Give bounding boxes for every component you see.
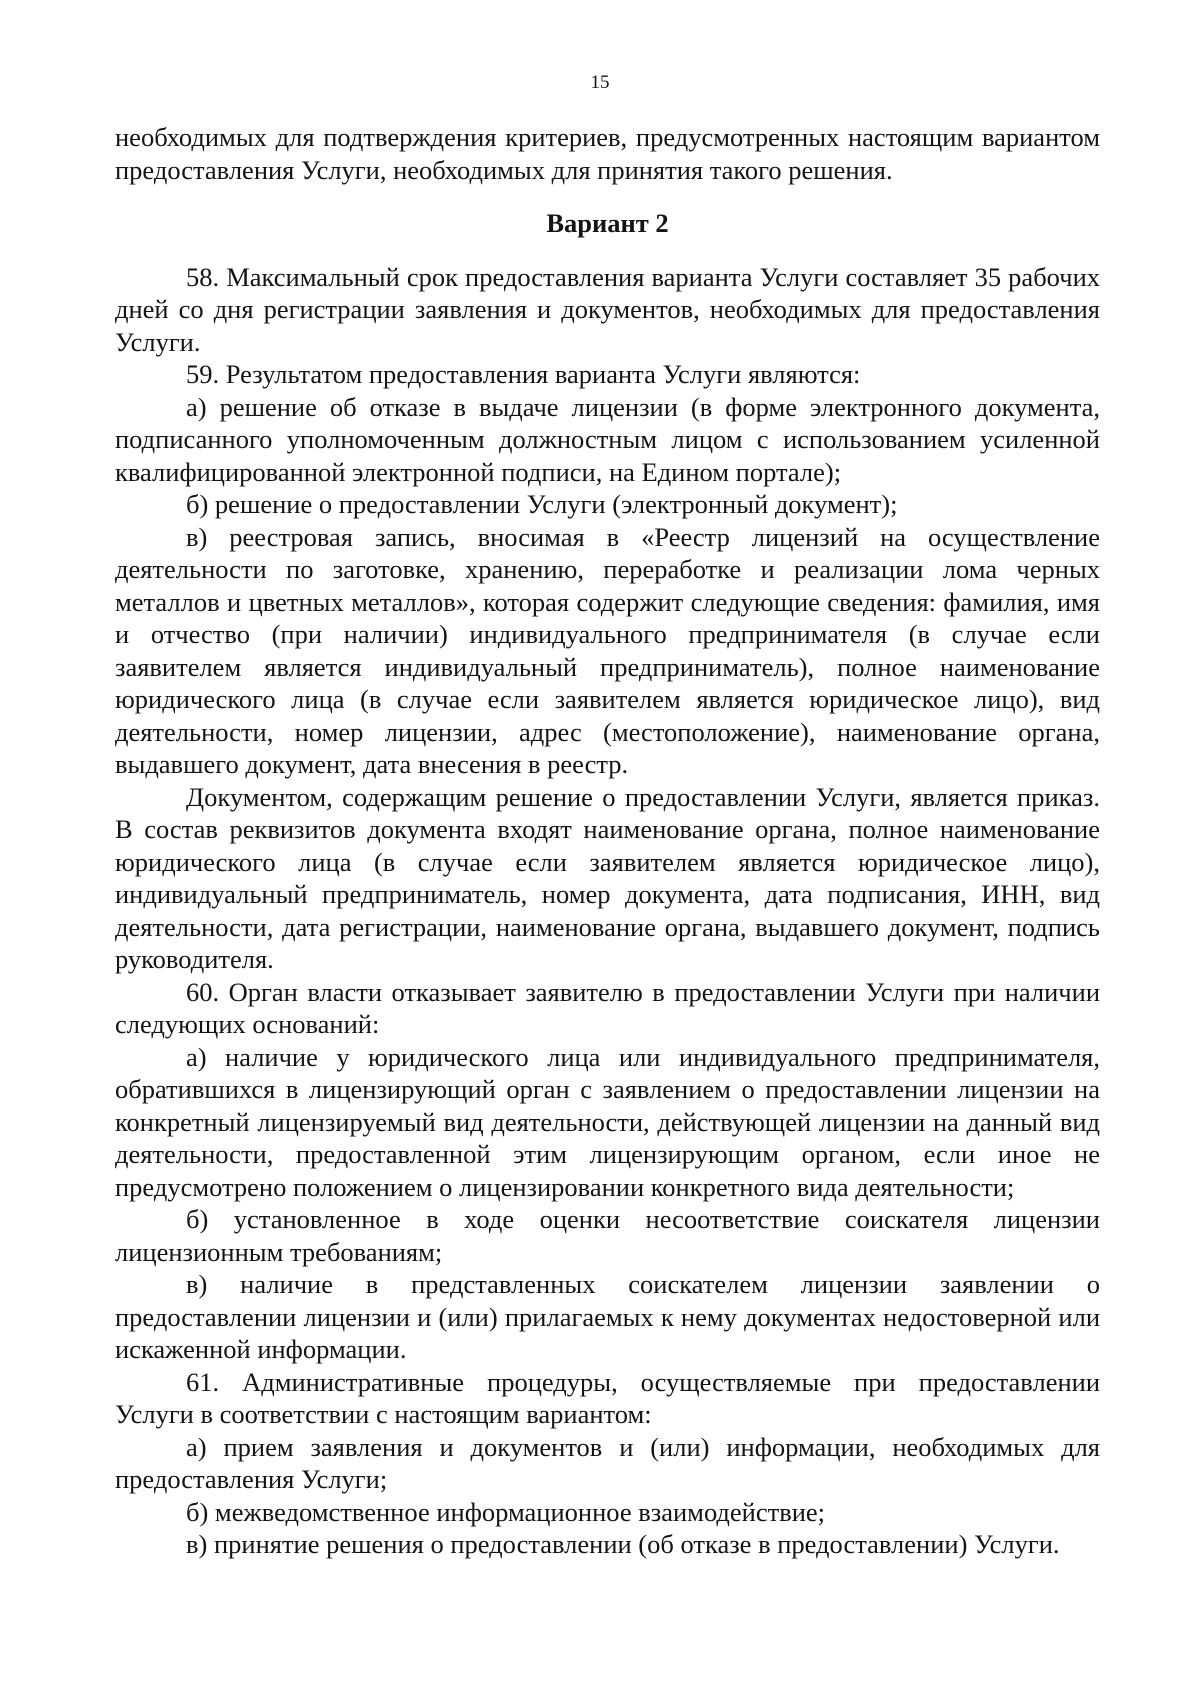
paragraph-59-c: в) реестровая запись, вносимая в «Реестр лицензий на осуществление деятельности по заготовке, хранению, переработке и реализации лома черных металлов и цветных металлов», которая содержит следующие сведения: фамилия, имя и отчество (при наличии) индивидуального предпринимателя (в случае если заявителем является индивидуальный предприниматель), полное наименование юридического лица (в случае если заявителем является юридическое лицо), вид деятельности, номер лицензии, адрес (местоположение), наименование органа, выдавшего документ, дата внесения в реестр.	[115, 521, 1100, 779]
document-body	[115, 121, 1100, 1561]
paragraph-59-document: Документом, содержащим решение о предоставлении Услуги, является приказ. В состав реквизитов документа входят наименование органа, полное наименование юридического лица (в случае если заявителем является юридическое лицо), индивидуальный предприниматель, номер документа, дата подписания, ИНН, вид деятельности, дата регистрации, наименование органа, выдавшего документ, подпись руководителя.	[115, 781, 1100, 974]
paragraph-58: 58. Максимальный срок предоставления варианта Услуги составляет 35 рабочих дней со дня регистрации заявления и документов, необходимых для предоставления Услуги.	[115, 261, 1100, 357]
section-heading: Вариант 2	[546, 208, 669, 238]
paragraph-61-b: б) межведомственное информационное взаимодействие;	[186, 1496, 826, 1527]
paragraph-59: 59. Результатом предоставления варианта Услуги являются:	[186, 359, 861, 389]
paragraph-60-a: а) наличие у юридического лица или индивидуального предпринимателя, обратившихся в лицензирующий орган с заявлением о предоставлении лицензии на конкретный лицензируемый вид деятельности, действующей лицензии на данный вид деятельности, предоставленной этим лицензирующим органом, если иное не предусмотрено положением о лицензировании конкретного вида деятельности;	[115, 1041, 1100, 1202]
paragraph-61-c: в) принятие решения о предоставлении (об отказе в предоставлении) Услуги.	[186, 1529, 1060, 1559]
paragraph-59-a: а) решение об отказе в выдаче лицензии (в форме электронного документа, подписанного уполномоченным должностным лицом с использованием усиленной квалифицированной электронной подписи, на Едином портале);	[115, 391, 1100, 487]
paragraph-61: 61. Административные процедуры, осуществляемые при предоставлении Услуги в соответствии с настоящим вариантом:	[115, 1366, 1100, 1429]
page-number: 15	[590, 72, 610, 93]
paragraph-60-b: б) установленное в ходе оценки несоответствие соискателя лицензии лицензионным требованиям;	[115, 1204, 1100, 1267]
paragraph-61-a: а) прием заявления и документов и (или) информации, необходимых для предоставления Услуги;	[115, 1431, 1100, 1494]
paragraph-continuation: необходимых для подтверждения критериев, предусмотренных настоящим вариантом предоставления Услуги, необходимых для принятия такого решения.	[115, 122, 1100, 185]
paragraph-60-c: в) наличие в представленных соискателем лицензии заявлении о предоставлении лицензии и (или) прилагаемых к нему документах недостоверной или искаженной информации.	[115, 1269, 1100, 1364]
paragraph-60: 60. Орган власти отказывает заявителю в предоставлении Услуги при наличии следующих оснований:	[115, 976, 1100, 1039]
paragraph-59-b: б) решение о предоставлении Услуги (электронный документ);	[186, 489, 898, 519]
